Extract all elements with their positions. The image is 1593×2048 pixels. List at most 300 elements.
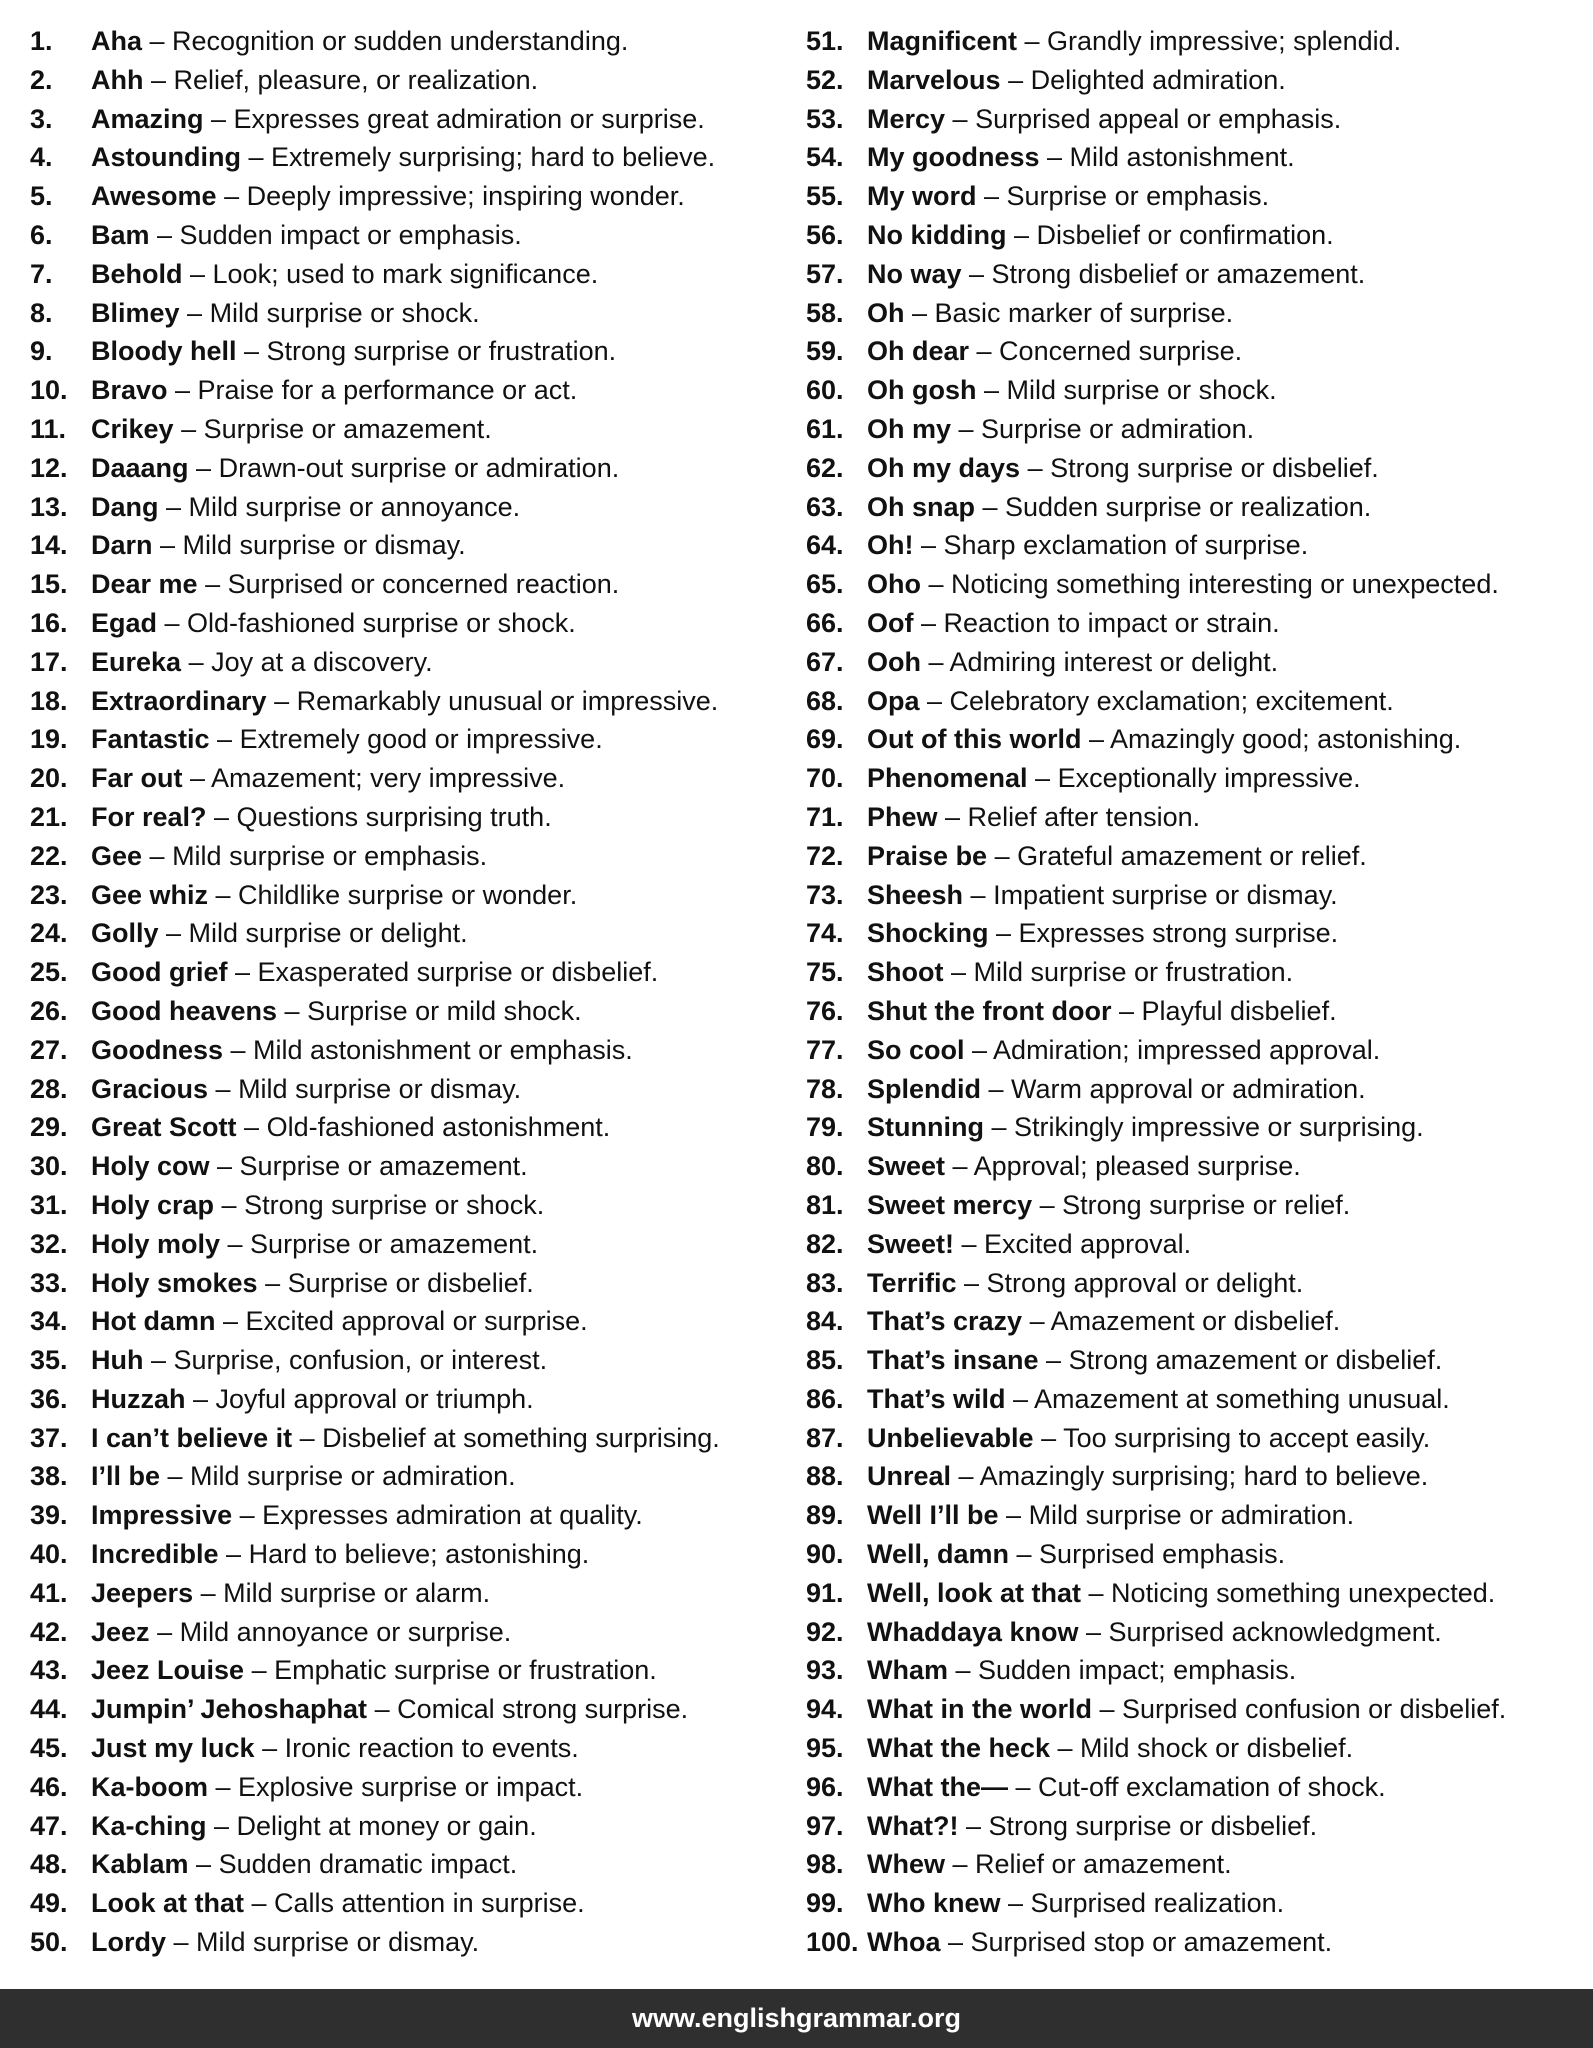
item-term: Whaddaya know (867, 1616, 1079, 1647)
list-item (30, 1845, 800, 1884)
item-definition: – Mild surprise or admiration. (998, 1500, 1355, 1531)
item-text (867, 488, 1371, 527)
list-item (806, 1108, 1586, 1147)
item-number: 34. (30, 1306, 68, 1337)
item-definition: – Surprise or disbelief. (257, 1267, 534, 1298)
item-definition: – Disbelief or confirmation. (1006, 219, 1334, 250)
item-term: Oh (867, 297, 905, 328)
item-term: Wham (867, 1655, 948, 1686)
item-definition: – Extremely good or impressive. (209, 724, 603, 755)
item-text (91, 371, 577, 410)
list-item (806, 1457, 1586, 1496)
list-item (30, 1070, 800, 1109)
list-item (30, 1419, 800, 1458)
list-item (30, 1884, 800, 1923)
list-item (30, 1496, 800, 1535)
item-number: 56. (806, 219, 844, 250)
item-definition: – Surprise, confusion, or interest. (143, 1345, 548, 1376)
item-number: 88. (806, 1461, 844, 1492)
item-term: Great Scott (91, 1112, 237, 1143)
item-number: 98. (806, 1849, 844, 1880)
list-item (806, 1419, 1586, 1458)
list-item (806, 1341, 1586, 1380)
item-text (867, 1496, 1354, 1535)
item-definition: – Strong disbelief or amazement. (961, 258, 1366, 289)
item-text (91, 61, 538, 100)
item-term: Astounding (91, 142, 241, 173)
item-term: Phew (867, 801, 938, 832)
item-number: 52. (806, 64, 844, 95)
item-definition: – Sudden impact or emphasis. (149, 219, 522, 250)
item-text (91, 837, 487, 876)
item-number: 57. (806, 258, 844, 289)
item-number: 96. (806, 1771, 844, 1802)
item-definition: – Reaction to impact or strain. (913, 607, 1280, 638)
item-term: Well I’ll be (867, 1500, 999, 1531)
item-term: I’ll be (91, 1461, 161, 1492)
item-text (867, 643, 1278, 682)
item-term: Dang (91, 491, 159, 522)
item-definition: – Grandly impressive; splendid. (1017, 26, 1402, 56)
item-number: 9. (30, 336, 53, 367)
item-definition: – Strong surprise or shock. (214, 1189, 545, 1220)
item-text (91, 1108, 610, 1147)
item-text (91, 1729, 579, 1768)
list-item (30, 1768, 800, 1807)
item-text (91, 565, 619, 604)
item-text (867, 759, 1361, 798)
item-definition: – Expresses great admiration or surprise. (203, 103, 705, 134)
list-item (806, 1535, 1586, 1574)
list-item (30, 1380, 800, 1419)
item-term: Sheesh (867, 879, 964, 910)
item-text (867, 1341, 1442, 1380)
item-number: 8. (30, 297, 53, 328)
item-term: Out of this world (867, 724, 1082, 755)
item-number: 11. (30, 413, 67, 444)
item-number: 63. (806, 491, 844, 522)
list-item (806, 1768, 1586, 1807)
item-text (867, 876, 1338, 915)
item-number: 5. (30, 181, 53, 212)
list-item (806, 100, 1586, 139)
item-definition: – Deeply impressive; inspiring wonder. (216, 181, 685, 212)
list-item (30, 565, 800, 604)
list-item (30, 22, 800, 61)
item-text (91, 216, 522, 255)
list-item (806, 1302, 1586, 1341)
item-text (867, 1535, 1285, 1574)
item-definition: – Amazingly good; astonishing. (1081, 724, 1462, 755)
item-number: 62. (806, 452, 844, 483)
item-text (91, 1070, 521, 1109)
item-definition: – Surprised appeal or emphasis. (945, 103, 1342, 134)
item-term: Shocking (867, 918, 989, 949)
list-item (30, 798, 800, 837)
item-text (91, 410, 492, 449)
item-term: That’s insane (867, 1345, 1039, 1376)
item-text (867, 1380, 1450, 1419)
list-item (806, 1574, 1586, 1613)
item-text (867, 1186, 1350, 1225)
item-text (91, 1380, 534, 1419)
item-number: 13. (30, 491, 68, 522)
item-number: 76. (806, 995, 844, 1026)
list-item (806, 1807, 1586, 1846)
item-term: Holy moly (91, 1228, 221, 1259)
item-definition: – Expresses admiration at quality. (232, 1500, 643, 1531)
list-item (30, 1923, 800, 1962)
item-definition: – Strong surprise or disbelief. (958, 1810, 1318, 1841)
item-text (91, 1302, 588, 1341)
item-text (91, 1225, 538, 1264)
item-number: 41. (30, 1577, 68, 1608)
item-text (867, 1147, 1301, 1186)
item-term: Darn (91, 530, 153, 561)
item-term: Behold (91, 258, 183, 289)
item-definition: – Surprised or concerned reaction. (197, 569, 620, 600)
list-item (30, 837, 800, 876)
item-term: Gracious (91, 1073, 209, 1104)
item-definition: – Playful disbelief. (1111, 995, 1337, 1026)
item-number: 3. (30, 103, 53, 134)
list-item (30, 1225, 800, 1264)
item-definition: – Sudden dramatic impact. (188, 1849, 518, 1880)
item-text (867, 798, 1200, 837)
item-number: 35. (30, 1345, 68, 1376)
item-text (91, 1496, 643, 1535)
item-number: 69. (806, 724, 844, 755)
item-text (91, 1031, 633, 1070)
item-term: Daaang (91, 452, 189, 483)
item-definition: – Mild surprise or shock. (976, 375, 1277, 406)
item-text (91, 177, 685, 216)
item-number: 28. (30, 1073, 68, 1104)
item-definition: – Surprise or mild shock. (277, 995, 582, 1026)
item-term: Amazing (91, 103, 204, 134)
item-text (91, 1419, 720, 1458)
item-definition: – Surprised realization. (1000, 1888, 1285, 1919)
item-definition: – Praise for a performance or act. (167, 375, 578, 406)
item-text (867, 177, 1269, 216)
list-item (30, 914, 800, 953)
list-item (806, 449, 1586, 488)
item-definition: – Approval; pleased surprise. (945, 1151, 1301, 1182)
item-number: 93. (806, 1655, 844, 1686)
item-number: 81. (806, 1189, 844, 1220)
item-definition: – Relief or amazement. (945, 1849, 1232, 1880)
item-text (867, 332, 1242, 371)
list-item (30, 604, 800, 643)
item-definition: – Surprised confusion or disbelief. (1091, 1694, 1507, 1725)
item-number: 71. (806, 801, 844, 832)
item-text (867, 1613, 1442, 1652)
item-text (867, 837, 1367, 876)
item-term: Bloody hell (91, 336, 237, 367)
list-item (30, 410, 800, 449)
item-definition: – Joyful approval or triumph. (185, 1383, 534, 1414)
item-text (91, 992, 582, 1031)
list-item (806, 1884, 1586, 1923)
item-number: 46. (30, 1771, 68, 1802)
item-term: Terrific (867, 1267, 957, 1298)
item-number: 92. (806, 1616, 844, 1647)
item-text (91, 22, 628, 61)
item-term: Ka-boom (91, 1771, 208, 1802)
item-text (91, 1845, 517, 1884)
list-item (806, 759, 1586, 798)
list-item (30, 1574, 800, 1613)
item-text (91, 1613, 511, 1652)
item-definition: – Mild astonishment. (1039, 142, 1295, 173)
item-term: Dear me (91, 569, 198, 600)
item-number: 77. (806, 1034, 844, 1065)
item-definition: – Ironic reaction to events. (254, 1733, 579, 1764)
item-term: Splendid (867, 1073, 981, 1104)
item-term: Marvelous (867, 64, 1001, 95)
word-list-right-column (806, 22, 1586, 1962)
list-item (30, 526, 800, 565)
item-term: Fantastic (91, 724, 210, 755)
item-text (867, 216, 1334, 255)
item-text (91, 449, 619, 488)
item-definition: – Strong surprise or frustration. (236, 336, 617, 367)
item-term: Jumpin’ Jehoshaphat (91, 1694, 368, 1725)
item-number: 44. (30, 1694, 68, 1725)
list-item (30, 1729, 800, 1768)
list-item (30, 1108, 800, 1147)
item-text (867, 138, 1295, 177)
item-term: Shut the front door (867, 995, 1112, 1026)
list-item (30, 332, 800, 371)
list-item (30, 1341, 800, 1380)
item-text (91, 100, 705, 139)
item-number: 51. (806, 26, 844, 56)
item-definition: – Amazingly surprising; hard to believe. (951, 1461, 1429, 1492)
item-number: 22. (30, 840, 68, 871)
item-term: That’s crazy (867, 1306, 1023, 1337)
item-number: 85. (806, 1345, 844, 1376)
list-item (30, 759, 800, 798)
item-term: Incredible (91, 1539, 219, 1570)
item-text (867, 449, 1379, 488)
item-definition: – Mild surprise or dismay. (152, 530, 466, 561)
item-text (867, 100, 1341, 139)
list-item (806, 255, 1586, 294)
item-number: 61. (806, 413, 844, 444)
list-item (30, 1613, 800, 1652)
list-item (806, 410, 1586, 449)
list-item (806, 1147, 1586, 1186)
item-term: What the heck (867, 1733, 1051, 1764)
item-number: 67. (806, 646, 844, 677)
item-definition: – Delighted admiration. (1000, 64, 1286, 95)
item-number: 36. (30, 1383, 68, 1414)
item-definition: – Exceptionally impressive. (1027, 763, 1361, 794)
list-item (30, 992, 800, 1031)
item-text (867, 1690, 1506, 1729)
footer-banner (0, 1989, 1593, 2048)
item-term: Far out (91, 763, 183, 794)
list-item (806, 992, 1586, 1031)
list-item (30, 682, 800, 721)
list-item (30, 1031, 800, 1070)
item-text (867, 526, 1308, 565)
item-text (867, 1225, 1191, 1264)
list-item (806, 837, 1586, 876)
item-number: 39. (30, 1500, 68, 1531)
item-text (91, 255, 598, 294)
item-number: 58. (806, 297, 844, 328)
list-item (806, 294, 1586, 333)
item-number: 18. (30, 685, 68, 716)
list-item (30, 643, 800, 682)
item-definition: – Surprised emphasis. (1009, 1539, 1286, 1570)
item-definition: – Celebratory exclamation; excitement. (919, 685, 1394, 716)
item-term: Blimey (91, 297, 180, 328)
item-text (91, 1535, 589, 1574)
list-item (806, 526, 1586, 565)
item-term: Sweet! (867, 1228, 955, 1259)
item-number: 14. (30, 530, 68, 561)
item-definition: – Childlike surprise or wonder. (208, 879, 578, 910)
item-definition: – Mild surprise or annoyance. (158, 491, 521, 522)
item-number: 16. (30, 607, 68, 638)
list-item (30, 488, 800, 527)
item-term: Sweet mercy (867, 1189, 1033, 1220)
item-term: That’s wild (867, 1383, 1006, 1414)
item-definition: – Emphatic surprise or frustration. (244, 1655, 657, 1686)
item-number: 60. (806, 375, 844, 406)
item-text (867, 410, 1254, 449)
item-number: 38. (30, 1461, 68, 1492)
item-text (867, 992, 1337, 1031)
item-definition: – Recognition or sudden understanding. (142, 26, 629, 56)
item-term: Eureka (91, 646, 182, 677)
item-term: Goodness (91, 1034, 224, 1065)
item-term: Ka-ching (91, 1810, 207, 1841)
list-item (30, 876, 800, 915)
item-number: 94. (806, 1694, 844, 1725)
item-text (91, 643, 433, 682)
item-text (91, 604, 576, 643)
item-definition: – Mild shock or disbelief. (1050, 1733, 1354, 1764)
list-item (806, 1690, 1586, 1729)
item-term: No way (867, 258, 962, 289)
item-term: Oh dear (867, 336, 970, 367)
item-definition: – Remarkably unusual or impressive. (266, 685, 719, 716)
item-number: 53. (806, 103, 844, 134)
list-item (806, 1923, 1586, 1962)
item-number: 95. (806, 1733, 844, 1764)
item-term: Kablam (91, 1849, 189, 1880)
item-number: 75. (806, 957, 844, 988)
item-definition: – Surprised acknowledgment. (1078, 1616, 1442, 1647)
list-item (806, 1845, 1586, 1884)
list-item (806, 1729, 1586, 1768)
item-text (91, 1186, 544, 1225)
item-definition: – Sudden surprise or realization. (975, 491, 1372, 522)
list-item (806, 914, 1586, 953)
item-text (91, 332, 616, 371)
item-text (867, 1031, 1380, 1070)
item-definition: – Strong surprise or disbelief. (1020, 452, 1379, 483)
list-item (30, 1690, 800, 1729)
item-term: Ahh (91, 64, 144, 95)
item-text (867, 1884, 1284, 1923)
item-definition: – Mild surprise or alarm. (193, 1577, 491, 1608)
list-item (806, 371, 1586, 410)
item-term: Holy crap (91, 1189, 215, 1220)
item-number: 1. (30, 26, 53, 56)
item-number: 70. (806, 763, 844, 794)
list-item (806, 1264, 1586, 1303)
item-number: 17. (30, 646, 68, 677)
item-definition: – Excited approval. (954, 1228, 1192, 1259)
item-term: Egad (91, 607, 158, 638)
item-text (867, 1457, 1428, 1496)
item-term: Crikey (91, 413, 174, 444)
item-text (91, 1457, 516, 1496)
list-item (806, 488, 1586, 527)
item-definition: – Explosive surprise or impact. (208, 1771, 584, 1802)
item-number: 40. (30, 1539, 68, 1570)
item-definition: – Mild surprise or shock. (179, 297, 480, 328)
item-text (867, 682, 1394, 721)
item-definition: – Too surprising to accept easily. (1033, 1422, 1431, 1453)
list-item (30, 1651, 800, 1690)
item-number: 83. (806, 1267, 844, 1298)
item-term: Sweet (867, 1151, 946, 1182)
list-item (30, 1535, 800, 1574)
item-definition: – Mild surprise or frustration. (943, 957, 1294, 988)
item-term: Holy cow (91, 1151, 210, 1182)
item-term: Ooh (867, 646, 921, 677)
item-text (91, 488, 520, 527)
footer-website-link[interactable]: www.englishgrammar.org (631, 2003, 962, 2033)
item-definition: – Strong surprise or relief. (1032, 1189, 1351, 1220)
item-number: 59. (806, 336, 844, 367)
item-term: Golly (91, 918, 159, 949)
item-definition: – Strikingly impressive or surprising. (983, 1112, 1424, 1143)
list-item (30, 216, 800, 255)
list-item (806, 1070, 1586, 1109)
item-term: Lordy (91, 1927, 167, 1958)
list-item (30, 1302, 800, 1341)
list-item (806, 682, 1586, 721)
item-term: What?! (867, 1810, 959, 1841)
item-number: 49. (30, 1888, 68, 1919)
list-item (30, 1186, 800, 1225)
item-definition: – Surprise or amazement. (173, 413, 492, 444)
item-text (91, 1923, 479, 1962)
item-term: Aha (91, 26, 143, 56)
item-term: Oh snap (867, 491, 976, 522)
item-number: 45. (30, 1733, 68, 1764)
list-item (30, 255, 800, 294)
item-term: Magnificent (867, 26, 1018, 56)
item-definition: – Surprise or amazement. (209, 1151, 528, 1182)
item-number: 25. (30, 957, 68, 988)
item-text (91, 294, 480, 333)
list-item (30, 1457, 800, 1496)
list-item (806, 216, 1586, 255)
item-definition: – Amazement; very impressive. (182, 763, 566, 794)
item-text (867, 604, 1280, 643)
item-definition: – Basic marker of surprise. (904, 297, 1234, 328)
item-definition: – Extremely surprising; hard to believe. (240, 142, 716, 173)
list-item (806, 720, 1586, 759)
